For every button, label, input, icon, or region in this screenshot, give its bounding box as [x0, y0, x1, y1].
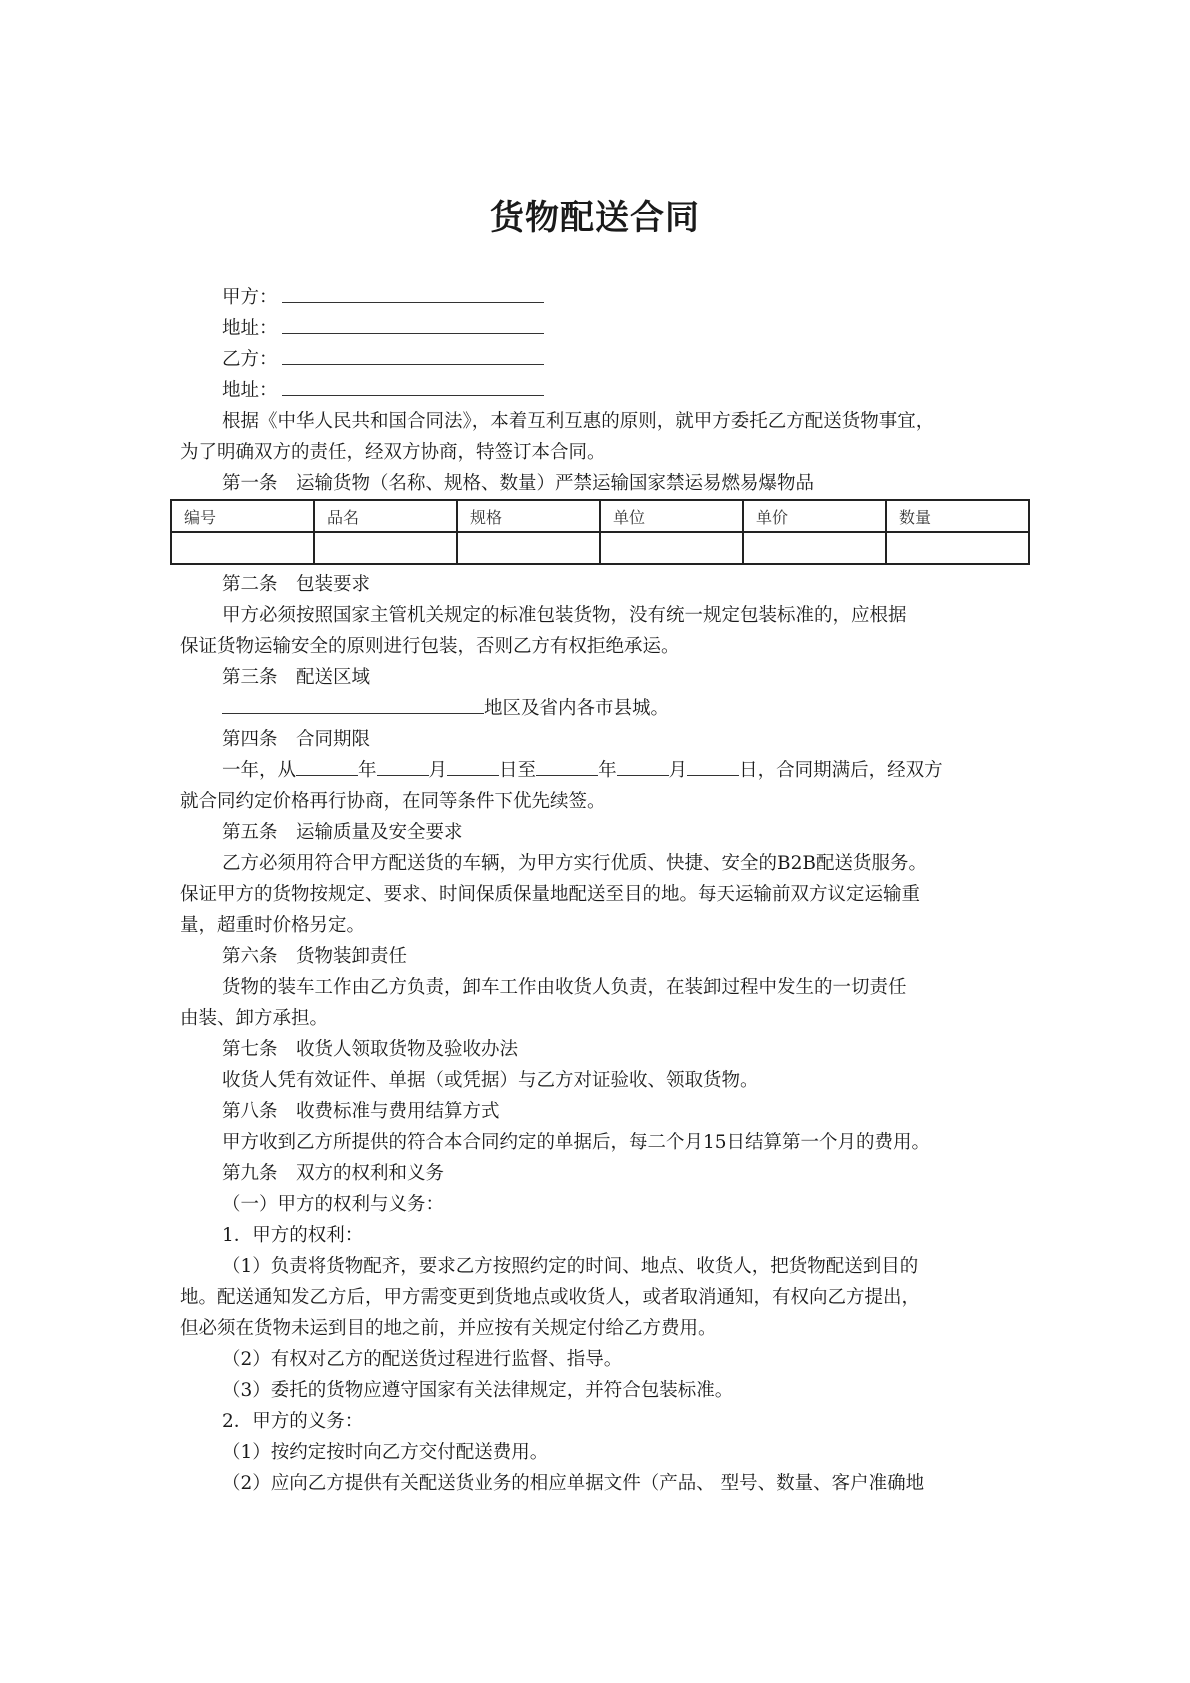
- goods-header-cell: 单价: [743, 500, 886, 532]
- article-3-body: [222, 693, 1030, 724]
- goods-cell: [600, 532, 743, 564]
- article-6-title: 第六条 货物装卸责任: [222, 946, 408, 967]
- party-a-address-blank: [282, 313, 544, 334]
- party-a-right-1-line-1: （1）负责将货物配齐，要求乙方按照约定的时间、地点、收货人，把货物配送到目的: [222, 1256, 919, 1277]
- party-a-rights-title: 1．甲方的权利：: [222, 1225, 364, 1246]
- party-a-right-2: （2）有权对乙方的配送货过程进行监督、指导。: [222, 1349, 623, 1370]
- goods-table-header-row: [171, 500, 1029, 532]
- start-month-blank: [377, 755, 429, 776]
- end-year-blank: [536, 755, 598, 776]
- article-9-section-1: （一）甲方的权利与义务：: [222, 1194, 445, 1215]
- article-9-title: 第九条 双方的权利和义务: [222, 1163, 445, 1184]
- year-label: 年: [598, 760, 617, 781]
- year-label: 年: [358, 760, 377, 781]
- party-a-duty-2: （2）应向乙方提供有关配送货业务的相应单据文件（产品、 型号、数量、客户准确地: [222, 1473, 925, 1494]
- term-tail-text: 日，合同期满后，经双方: [739, 760, 943, 781]
- goods-table: [170, 499, 1030, 565]
- article-5-body-3: 量，超重时价格另定。: [180, 915, 366, 936]
- start-year-blank: [296, 755, 358, 776]
- article-3-title: 第三条 配送区域: [222, 667, 371, 688]
- party-b-line: [222, 344, 1030, 375]
- preamble-line-1: 根据《中华人民共和国合同法》，本着互利互惠的原则，就甲方委托乙方配送货物事宜，: [222, 411, 935, 432]
- article-1-title: 第一条 运输货物（名称、规格、数量）严禁运输国家禁运易燃易爆物品: [222, 473, 815, 494]
- article-8-body: 甲方收到乙方所提供的符合本合同约定的单据后，每二个月15日结算第一个月的费用。: [222, 1132, 931, 1153]
- goods-header-cell: 编号: [171, 500, 314, 532]
- goods-cell: [314, 532, 457, 564]
- preamble-line-2: 为了明确双方的责任，经双方协商，特签订本合同。: [180, 442, 606, 463]
- party-a-address-label: 地址：: [222, 318, 278, 339]
- party-a-duties-title: 2．甲方的义务：: [222, 1411, 364, 1432]
- party-a-address-line: [222, 313, 1030, 344]
- document-title: 货物配送合同: [490, 198, 700, 238]
- month-label: 月: [428, 760, 448, 781]
- article-2-body-1: 甲方必须按照国家主管机关规定的标准包装货物，没有统一规定包装标准的，应根据: [222, 605, 907, 626]
- day-to-label: 日至: [499, 760, 537, 781]
- goods-header-cell: 数量: [886, 500, 1029, 532]
- party-a-right-1-line-2: 地。配送通知发乙方后，甲方需变更到货地点或收货人，或者取消通知，有权向乙方提出，: [180, 1287, 921, 1308]
- article-5-body-1: 乙方必须用符合甲方配送货的车辆，为甲方实行优质、快捷、安全的B2B配送货服务。: [222, 853, 927, 874]
- party-a-label: 甲方：: [222, 287, 278, 308]
- goods-cell: [886, 532, 1029, 564]
- party-a-duty-1: （1）按约定按时向乙方交付配送费用。: [222, 1442, 549, 1463]
- goods-cell: [743, 532, 886, 564]
- party-b-address-label: 地址：: [222, 380, 278, 401]
- article-7-body: 收货人凭有效证件、单据（或凭据）与乙方对证验收、领取货物。: [222, 1070, 759, 1091]
- party-b-address-blank: [282, 375, 544, 396]
- article-3-text: 地区及省内各市县城。: [484, 698, 670, 719]
- party-a-right-3: （3）委托的货物应遵守国家有关法律规定，并符合包装标准。: [222, 1380, 734, 1401]
- article-6-body-2: 由装、卸方承担。: [180, 1008, 329, 1029]
- article-7-title: 第七条 收货人领取货物及验收办法: [222, 1039, 519, 1060]
- goods-header-cell: 规格: [457, 500, 600, 532]
- end-month-blank: [617, 755, 669, 776]
- term-from-text: 一年，从: [222, 760, 297, 781]
- goods-cell: [457, 532, 600, 564]
- month-label: 月: [668, 760, 688, 781]
- party-b-address-line: [222, 375, 1030, 406]
- article-4-body-2: 就合同约定价格再行协商，在同等条件下优先续签。: [180, 791, 606, 812]
- article-8-title: 第八条 收费标准与费用结算方式: [222, 1101, 500, 1122]
- end-day-blank: [687, 755, 739, 776]
- start-day-blank: [447, 755, 499, 776]
- article-4-title: 第四条 合同期限: [222, 729, 371, 750]
- party-b-label: 乙方：: [222, 349, 278, 370]
- goods-header-cell: 单位: [600, 500, 743, 532]
- party-a-line: [222, 282, 1030, 313]
- goods-table-row: [171, 532, 1029, 564]
- party-b-blank: [282, 344, 544, 365]
- article-6-body-1: 货物的装车工作由乙方负责，卸车工作由收货人负责，在装卸过程中发生的一切责任: [222, 977, 907, 998]
- article-5-body-2: 保证甲方的货物按规定、要求、时间保质保量地配送至目的地。每天运输前双方议定运输重: [180, 884, 921, 905]
- article-2-title: 第二条 包装要求: [222, 574, 371, 595]
- article-2-body-2: 保证货物运输安全的原则进行包装，否则乙方有权拒绝承运。: [180, 636, 680, 657]
- article-4-body-1: [222, 755, 1030, 786]
- region-blank: [222, 693, 484, 714]
- goods-cell: [171, 532, 314, 564]
- article-5-title: 第五条 运输质量及安全要求: [222, 822, 463, 843]
- goods-header-cell: 品名: [314, 500, 457, 532]
- party-a-right-1-line-3: 但必须在货物未运到目的地之前，并应按有关规定付给乙方费用。: [180, 1318, 717, 1339]
- party-a-blank: [282, 282, 544, 303]
